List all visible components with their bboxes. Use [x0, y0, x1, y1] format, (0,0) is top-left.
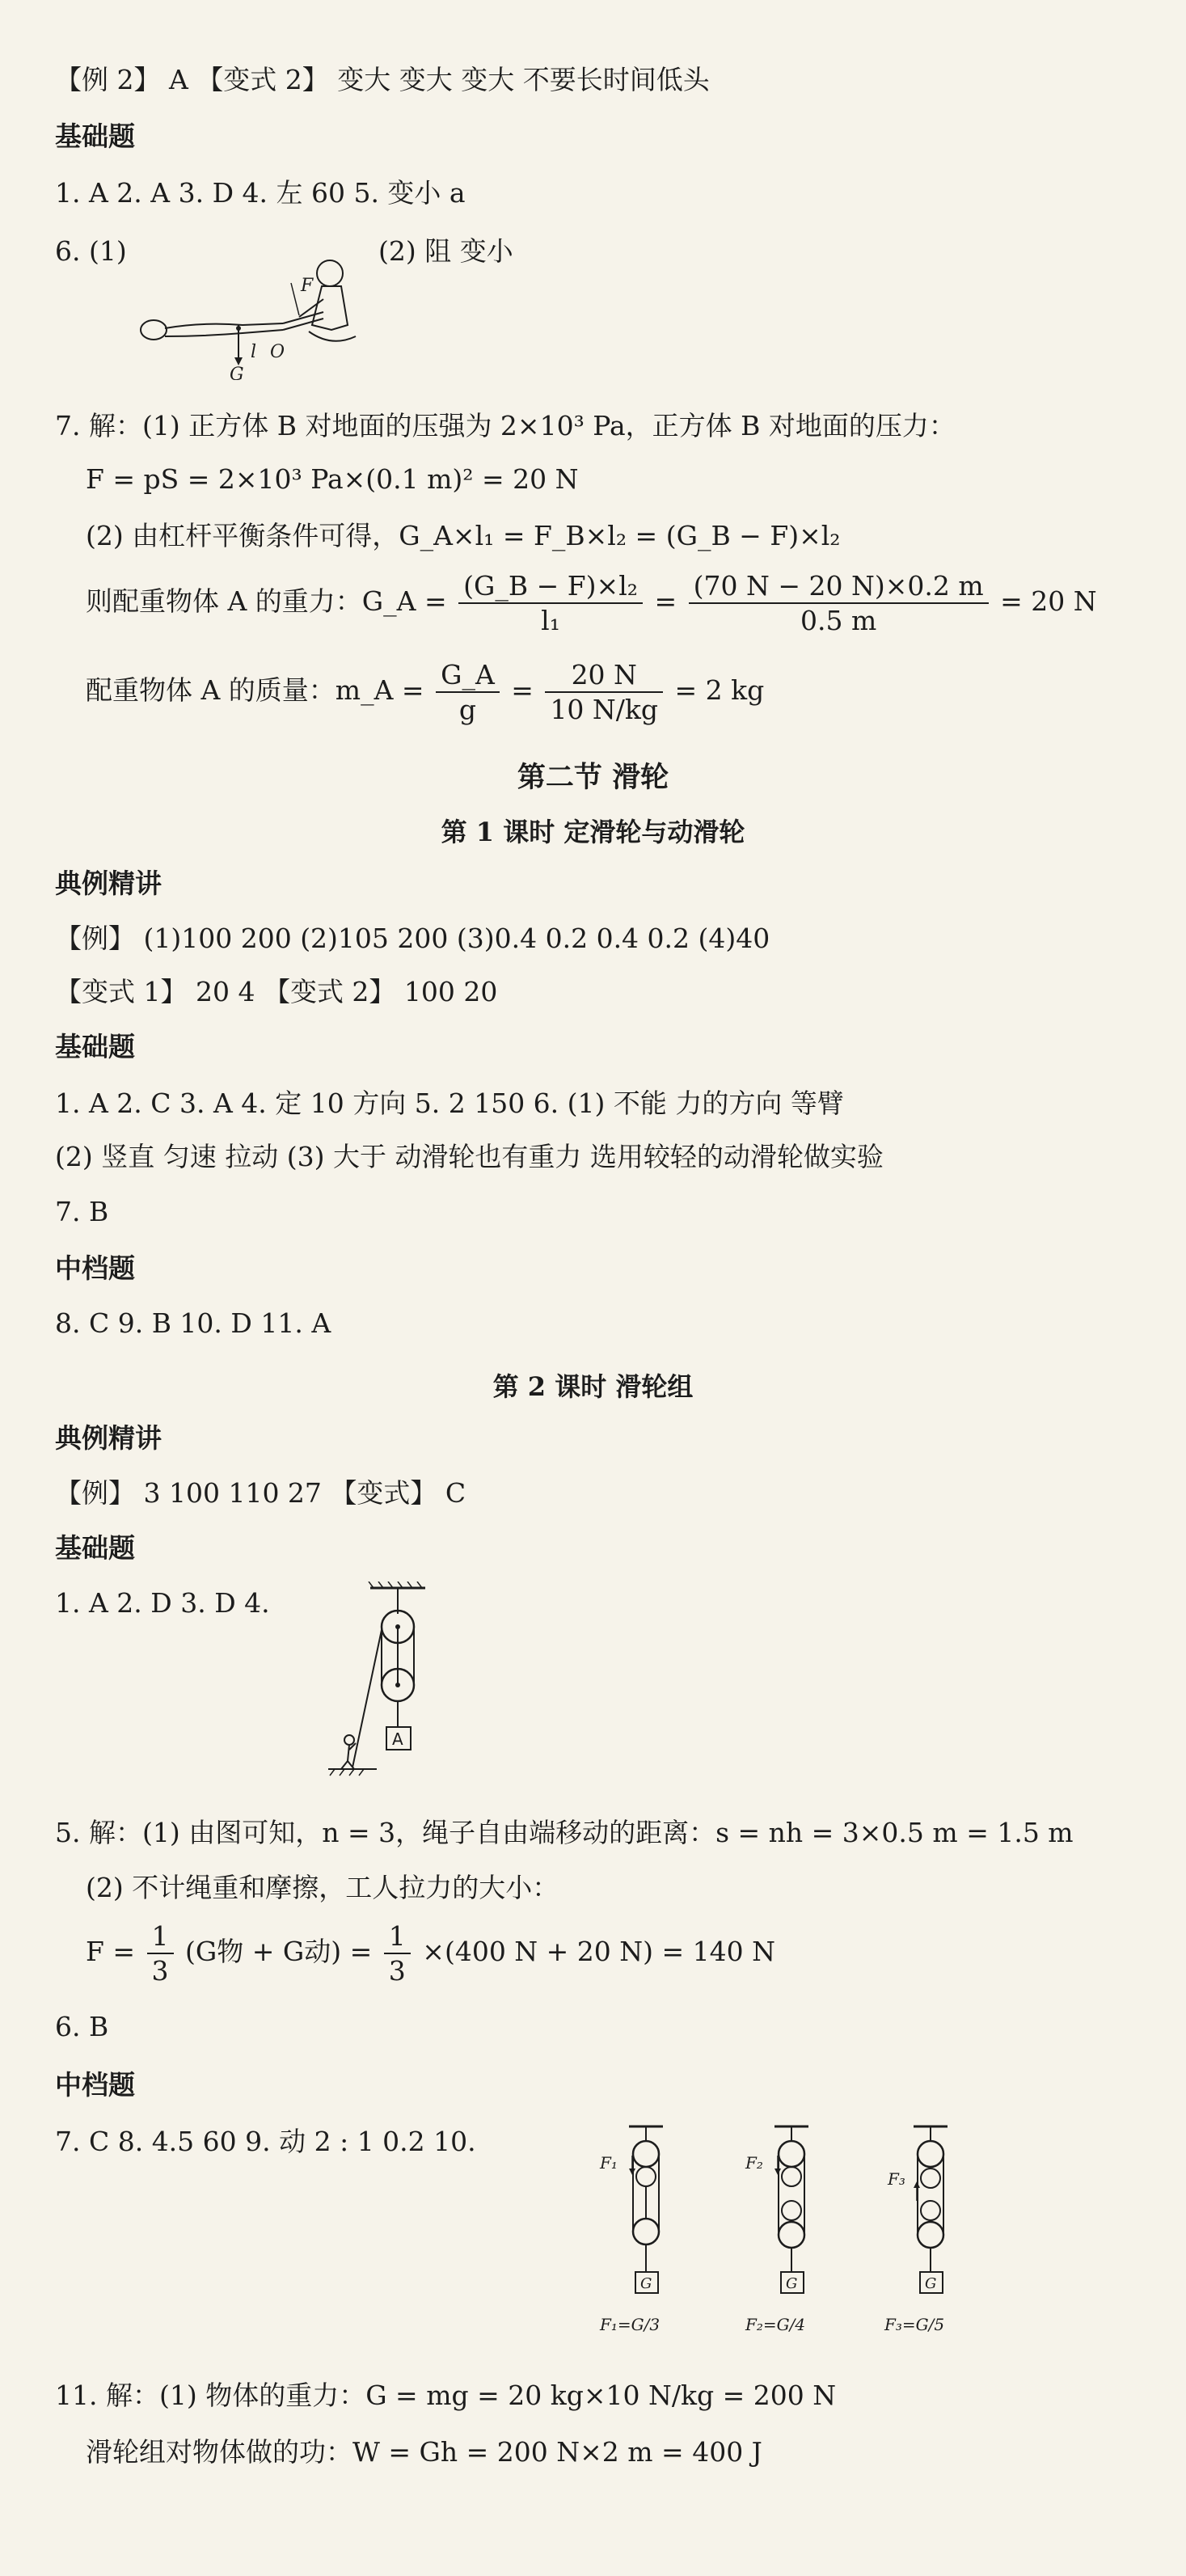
example2-answer: 【例 2】 A 【变式 2】 变大 变大 变大 不要长时间低头 [55, 64, 710, 95]
section-examples-2: 典例精讲 [55, 1422, 162, 1454]
section-examples-1: 典例精讲 [55, 868, 162, 899]
diagram3-caption: F₃=G/5 [884, 2315, 945, 2334]
fraction-ga-values: $\frac{(70 N - 20 N)\times 0.2 m}{0.5 m}$ [689, 572, 989, 634]
weight-a-label: A [392, 1729, 403, 1749]
answer-7-line3: (2) 由杠杆平衡条件可得，G_A×l₁ = F_B×l₂ = (G_B − F)×l₂ [86, 520, 841, 551]
diagram1-caption: F₁=G/3 [600, 2315, 661, 2334]
pulley-diagrams [584, 2120, 1004, 2363]
answer-7-line5: 配重物体 A 的质量：m_A = $\frac{G\_A}{g}$ = $\frac{20 N}{10 N/kg}$ = 2 kg [86, 659, 765, 725]
answer-6-part2: (2) 阻 变小 [378, 235, 513, 267]
answer-11-line2: 滑轮组对物体做的功：W = Gh = 200 N×2 m = 400 J [86, 2436, 762, 2468]
l8-lead: 则配重物体 A 的重力：G_A = [86, 585, 447, 617]
pulley-diagram-2 [745, 2126, 808, 2334]
pulley-system-figure [320, 1581, 441, 1784]
answers-1-5: 1. A 2. A 3. D 4. 左 60 5. 变小 a [55, 177, 466, 209]
basic-answers-line2: (2) 竖直 匀速 拉动 (3) 大于 动滑轮也有重力 选用较轻的动滑轮做实验 [55, 1141, 884, 1172]
fraction-ga: $\frac{\text{(G\_B − F)×l₂}}{\text{l₁}}$ [458, 572, 643, 634]
diagram2-label-F2: F₂ [745, 2153, 763, 2173]
answer-5-line3: F = $\frac{1}{3}$ (G物 + G动) = $\frac{1}{3}$ ×(400 N + 20 N) = 140 N [86, 1920, 776, 1987]
answer-6b: 6. B [55, 2011, 109, 2042]
lever-person-figure [129, 234, 380, 380]
fig1-label-O: O [270, 342, 285, 362]
diagram1-label-F1: F₁ [600, 2153, 618, 2173]
section-medium-2: 中档题 [55, 2069, 135, 2101]
basic-answers-3: 1. A 2. D 3. D 4. [55, 1587, 270, 1619]
lesson-title-2: 第 2 课时 滑轮组 [492, 1371, 694, 1402]
fraction-ma: $\frac{G\_A}{g}$ [436, 661, 500, 723]
fig1-label-G: G [230, 365, 244, 380]
variant-answers-1: 【变式 1】 20 4 【变式 2】 100 20 [55, 976, 498, 1007]
basic-answers-line1: 1. A 2. C 3. A 4. 定 10 方向 5. 2 150 6. (1) 不能 力的方向 等臂 [55, 1087, 844, 1119]
section-basic: 基础题 [55, 120, 135, 152]
example-answers-1: 【例】 (1)100 200 (2)105 200 (3)0.4 0.2 0.4 0.2 (4)40 [55, 923, 770, 954]
answer-7-line1: 7. 解：(1) 正方体 B 对地面的压强为 2×10³ Pa，正方体 B 对地面的压力： [55, 410, 956, 441]
section-medium-1: 中档题 [55, 1252, 135, 1284]
lesson-title-1: 第 1 课时 定滑轮与动滑轮 [441, 817, 745, 847]
diagram2-caption: F₂=G/4 [745, 2315, 806, 2334]
fraction-one-third-b: $\frac{1}{3}$ [384, 1923, 411, 1984]
answer-6-part1: 6. (1) [55, 235, 127, 267]
diagram2-label-G: G [786, 2275, 798, 2292]
fraction-one-third-a: $\frac{1}{3}$ [147, 1923, 174, 1984]
fraction-ma-values: $\frac{20 N}{10 N/kg}$ [545, 661, 663, 723]
section-title-pulley: 第二节 滑轮 [517, 761, 669, 794]
pulley-diagram-3 [884, 2126, 948, 2334]
diagram3-label-F3: F₃ [888, 2169, 905, 2189]
answer-7-line2: F = pS = 2×10³ Pa×(0.1 m)² = 20 N [86, 463, 579, 495]
diagram1-label-G: G [640, 2275, 652, 2292]
answer-5-line1: 5. 解：(1) 由图可知，n = 3，绳子自由端移动的距离：s = nh = 3×0.5 m = 1.5 m [55, 1817, 1074, 1848]
answer-11-line1: 11. 解：(1) 物体的重力：G = mg = 20 kg×10 N/kg = 200 N [55, 2380, 837, 2411]
pulley-diagram-1 [599, 2126, 663, 2334]
answer-5-line2: (2) 不计绳重和摩擦，工人拉力的大小： [86, 1872, 559, 1903]
answer-7-line4: 则配重物体 A 的重力：G_A = $\frac{\text{(G\_B − F)×l₂}}{\text{l₁}}$ = $\frac{(70 N - 20 N)\times 0.2 m}{0.5 m}$ = 20 N [86, 570, 1097, 636]
medium-answers-1: 8. C 9. B 10. D 11. A [55, 1307, 331, 1339]
section-basic-2: 基础题 [55, 1031, 135, 1062]
example-answers-2: 【例】 3 100 110 27 【变式】 C [55, 1477, 466, 1509]
diagram3-label-G: G [925, 2275, 937, 2292]
fig1-label-F: F [301, 276, 314, 296]
section-basic-3: 基础题 [55, 1532, 135, 1564]
fig1-label-l: l [251, 342, 257, 362]
answer-7b: 7. B [55, 1196, 109, 1227]
medium-answers-2: 7. C 8. 4.5 60 9. 动 2 : 1 0.2 10. [55, 2126, 476, 2157]
